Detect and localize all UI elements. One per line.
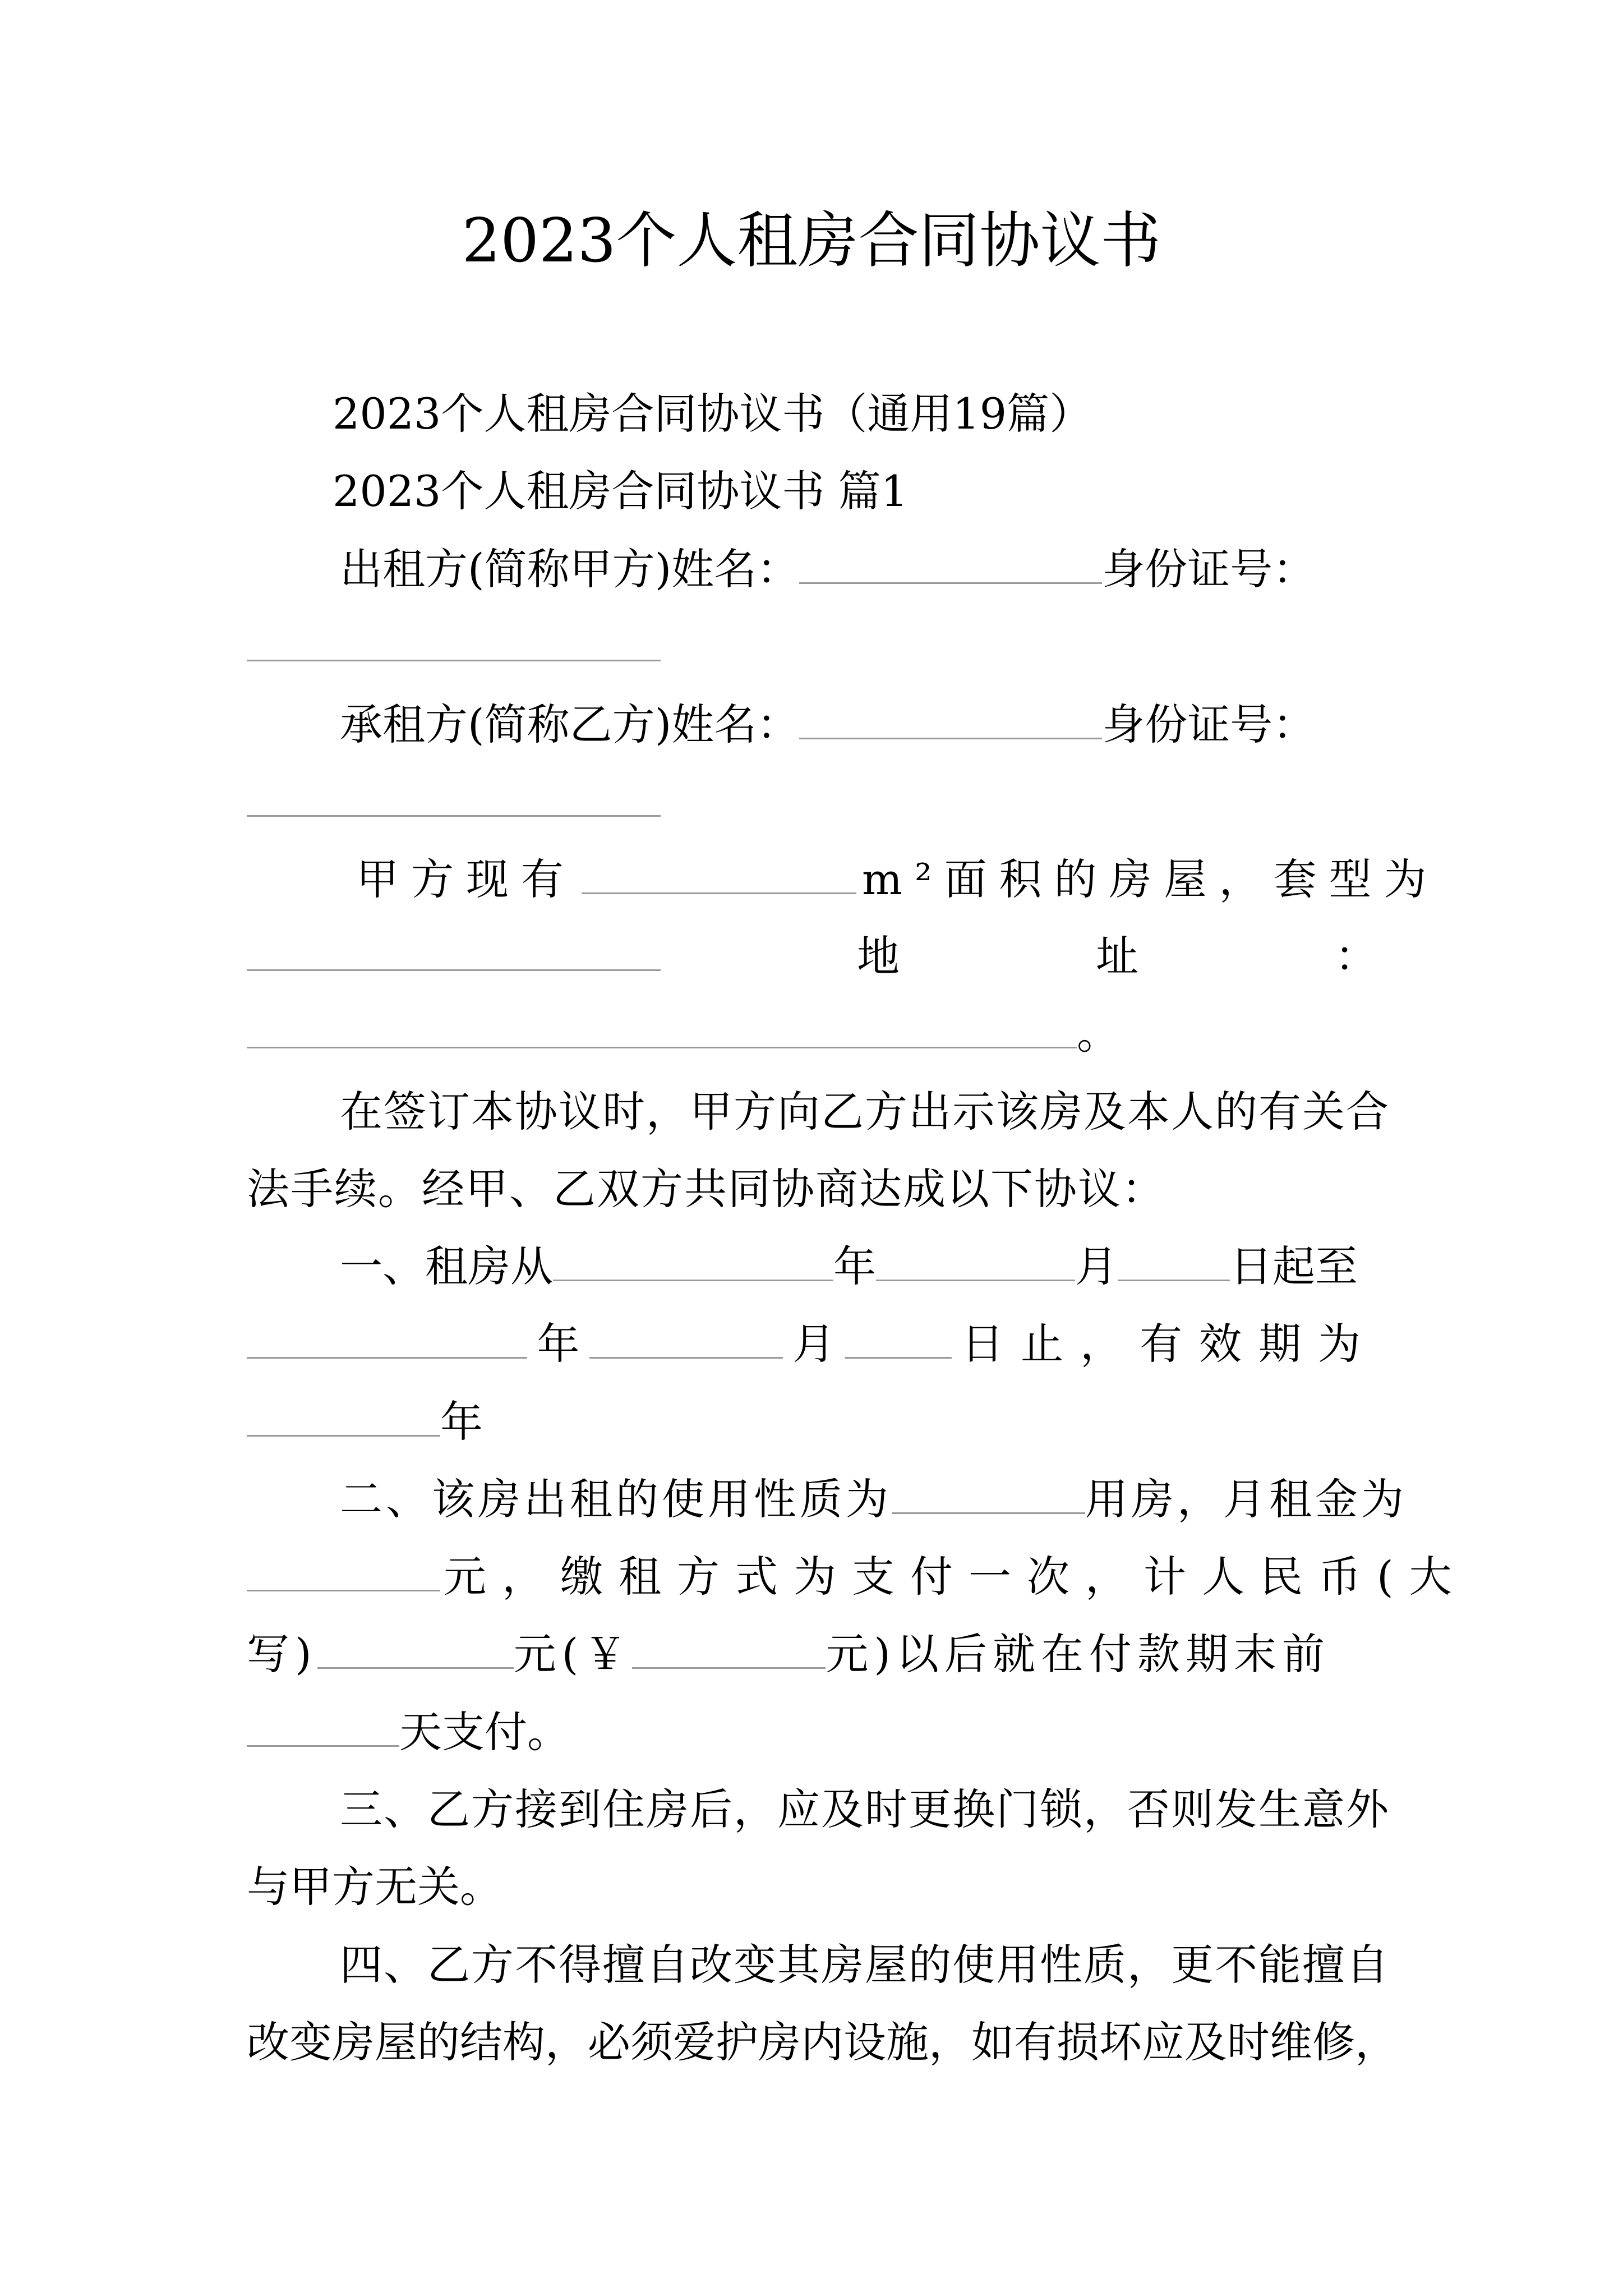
lessee-name-line: [340, 697, 1315, 753]
property-line-3: [247, 1006, 1119, 1062]
clause1-start: 一、租房从: [340, 1241, 553, 1291]
clause4-line-1: 四、乙方不得擅自改变其房屋的使用性质，更不能擅自: [340, 1940, 1390, 1990]
clause2-line-3: [247, 1626, 1330, 1682]
document-title: 2023个人租房合同协议书: [462, 206, 1161, 276]
use-type-blank[interactable]: [892, 1479, 1085, 1514]
subtitle: 2023个人租房合同协议书（通用19篇）: [333, 389, 1092, 439]
clause4-line-2: 改变房屋的结构，必须爱护房内设施，如有损坏应及时维修，: [247, 2017, 1398, 2067]
lessor-id-line: [247, 619, 661, 675]
clause1-day-start: 日起至: [1230, 1241, 1358, 1291]
clause1-line-1: [340, 1239, 1358, 1295]
lessee-id-label: 身份证号：: [1102, 700, 1316, 749]
clause2-start: 二、该房出租的使用性质为: [340, 1474, 892, 1524]
lessor-name-label: 出租方(简称甲方)姓名：: [340, 544, 800, 594]
clause3-line-2: 与甲方无关。: [247, 1862, 502, 1912]
clause3-line-1: 三、乙方接到住房后，应及时更换门锁，否则发生意外: [340, 1784, 1390, 1834]
lessor-id-label: 身份证号：: [1102, 544, 1316, 594]
lessor-name-blank[interactable]: [799, 549, 1102, 584]
clause1-month2: 月: [792, 1319, 836, 1369]
start-year-blank[interactable]: [553, 1246, 833, 1281]
lessee-name-blank[interactable]: [799, 704, 1102, 739]
clause2-after-text: 元)以后就在付款期末前: [826, 1629, 1330, 1679]
term-years-blank[interactable]: [247, 1401, 440, 1437]
property-area-blank[interactable]: [582, 859, 856, 894]
clause1-line-3: [247, 1394, 483, 1450]
end-year-blank[interactable]: [247, 1323, 527, 1359]
property-line-1: [356, 852, 1439, 908]
start-day-blank[interactable]: [1118, 1246, 1230, 1281]
property-has-label: 甲方现有: [356, 854, 576, 904]
clause2-rent-label: 用房，月租金为: [1085, 1474, 1407, 1524]
clause1-year: 年: [833, 1241, 876, 1291]
clause2-payment-text: 元，缴租方式为支付一次，计人民币(大: [444, 1552, 1468, 1602]
clause2-line-4: [247, 1704, 570, 1760]
lessee-id-line: [247, 774, 661, 830]
clause2-line-1: [340, 1471, 1407, 1527]
end-month-blank[interactable]: [589, 1323, 783, 1359]
address-period: 。: [1077, 1009, 1119, 1059]
clause2-capital-label: 写): [247, 1629, 317, 1679]
intro-line-1: 在签订本协议时，甲方向乙方出示该房及本人的有关合: [340, 1087, 1390, 1137]
lessee-id-blank[interactable]: [247, 781, 661, 817]
amount-number-blank[interactable]: [632, 1634, 826, 1669]
property-line-2: [247, 928, 1377, 984]
payment-days-blank[interactable]: [247, 1711, 399, 1747]
clause1-day-end: 日止，有效期为: [961, 1319, 1377, 1369]
clause1-month: 月: [1075, 1241, 1118, 1291]
clause1-year2: 年: [537, 1319, 580, 1369]
address-blank[interactable]: [247, 1013, 1077, 1048]
end-day-blank[interactable]: [845, 1323, 952, 1359]
clause2-pay-text: 天支付。: [399, 1707, 570, 1757]
property-type-label: m²面积的房屋，套型为: [862, 854, 1439, 904]
clause1-line-2: [247, 1316, 1377, 1372]
property-type-blank[interactable]: [247, 936, 661, 971]
intro-line-2: 法手续。经甲、乙双方共同协商达成以下协议：: [247, 1164, 1165, 1214]
clause2-yuan-open: 元(￥: [513, 1629, 633, 1679]
address-char-1: 地: [857, 931, 900, 981]
section-heading: 2023个人租房合同协议书 篇1: [333, 466, 908, 516]
monthly-rent-blank[interactable]: [247, 1556, 440, 1591]
lessor-id-blank[interactable]: [247, 626, 661, 661]
start-month-blank[interactable]: [876, 1246, 1075, 1281]
address-char-2: 址: [1096, 931, 1138, 981]
amount-capital-blank[interactable]: [317, 1634, 514, 1669]
clause1-tail: 年: [440, 1397, 483, 1447]
lessor-name-line: [340, 541, 1315, 597]
clause2-line-2: [247, 1549, 1468, 1605]
lessee-name-label: 承租方(简称乙方)姓名：: [340, 700, 800, 749]
address-char-3: ：: [1335, 931, 1377, 981]
